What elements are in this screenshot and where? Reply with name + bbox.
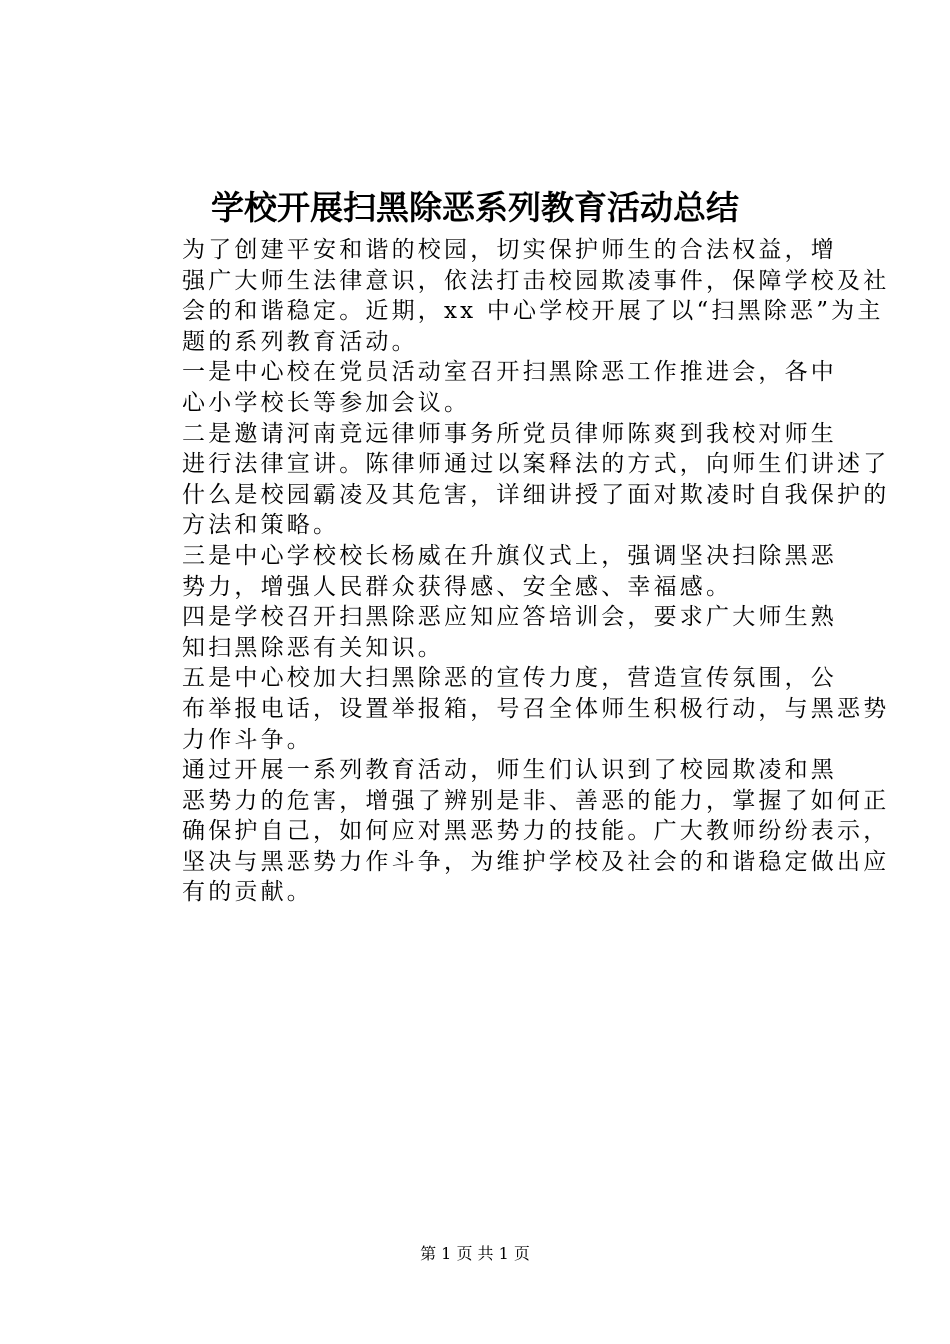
paragraph-line: 进行法律宣讲。陈律师通过以案释法的方式，向师生们讲述了	[182, 451, 890, 478]
paragraph-line: 心小学校长等参加会议。	[182, 389, 471, 416]
page-number-footer: 第 1 页 共 1 页	[420, 1244, 530, 1263]
paragraph-line: 通过开展一系列教育活动，师生们认识到了校园欺凌和黑	[182, 757, 837, 784]
paragraph-line: 三是中心学校校长杨威在升旗仪式上，强调坚决扫除黑恶	[182, 542, 837, 569]
paragraph-line: 二是邀请河南竞远律师事务所党员律师陈爽到我校对师生	[182, 420, 837, 447]
paragraph-line: 五是中心校加大扫黑除恶的宣传力度，营造宣传氛围，公	[182, 665, 837, 692]
paragraph-intro	[130, 235, 890, 357]
paragraph-conclusion	[130, 755, 890, 908]
paragraph-item-2	[130, 419, 890, 541]
paragraph-item-5	[130, 663, 890, 755]
paragraph-line: 坚决与黑恶势力作斗争，为维护学校及社会的和谐稳定做出应	[182, 848, 890, 875]
paragraph-item-1	[130, 357, 837, 418]
paragraph-line: 有的贡献。	[182, 879, 313, 906]
document-title: 学校开展扫黑除恶系列教育活动总结	[211, 188, 739, 227]
paragraph-line: 方法和策略。	[182, 512, 340, 539]
paragraph-line: 题的系列教育活动。	[182, 328, 418, 355]
paragraph-line: 确保护自己，如何应对黑恶势力的技能。广大教师纷纷表示，	[182, 818, 890, 845]
paragraph-line: 什么是校园霸凌及其危害，详细讲授了面对欺凌时自我保护的	[182, 481, 890, 508]
paragraph-item-3	[130, 541, 837, 602]
paragraph-line: 强广大师生法律意识，依法打击校园欺凌事件，保障学校及社	[182, 267, 890, 294]
paragraph-item-4	[130, 602, 837, 663]
paragraph-line: 一是中心校在党员活动室召开扫黑除恶工作推进会，各中	[182, 359, 837, 386]
paragraph-line: 力作斗争。	[182, 726, 313, 753]
paragraph-line: 知扫黑除恶有关知识。	[182, 634, 444, 661]
paragraph-line: 为了创建平安和谐的校园，切实保护师生的合法权益，增	[182, 237, 837, 263]
paragraph-line: 恶势力的危害，增强了辨别是非、善恶的能力，掌握了如何正	[182, 787, 890, 814]
paragraph-line: 势力，增强人民群众获得感、安全感、幸福感。	[182, 573, 733, 600]
paragraph-line: 四是学校召开扫黑除恶应知应答培训会，要求广大师生熟	[182, 604, 837, 631]
paragraph-line: 会的和谐稳定。近期，xx 中心学校开展了以“扫黑除恶”为主	[182, 298, 884, 325]
document-body	[130, 235, 890, 908]
paragraph-line: 布举报电话，设置举报箱，号召全体师生积极行动，与黑恶势	[182, 695, 890, 722]
